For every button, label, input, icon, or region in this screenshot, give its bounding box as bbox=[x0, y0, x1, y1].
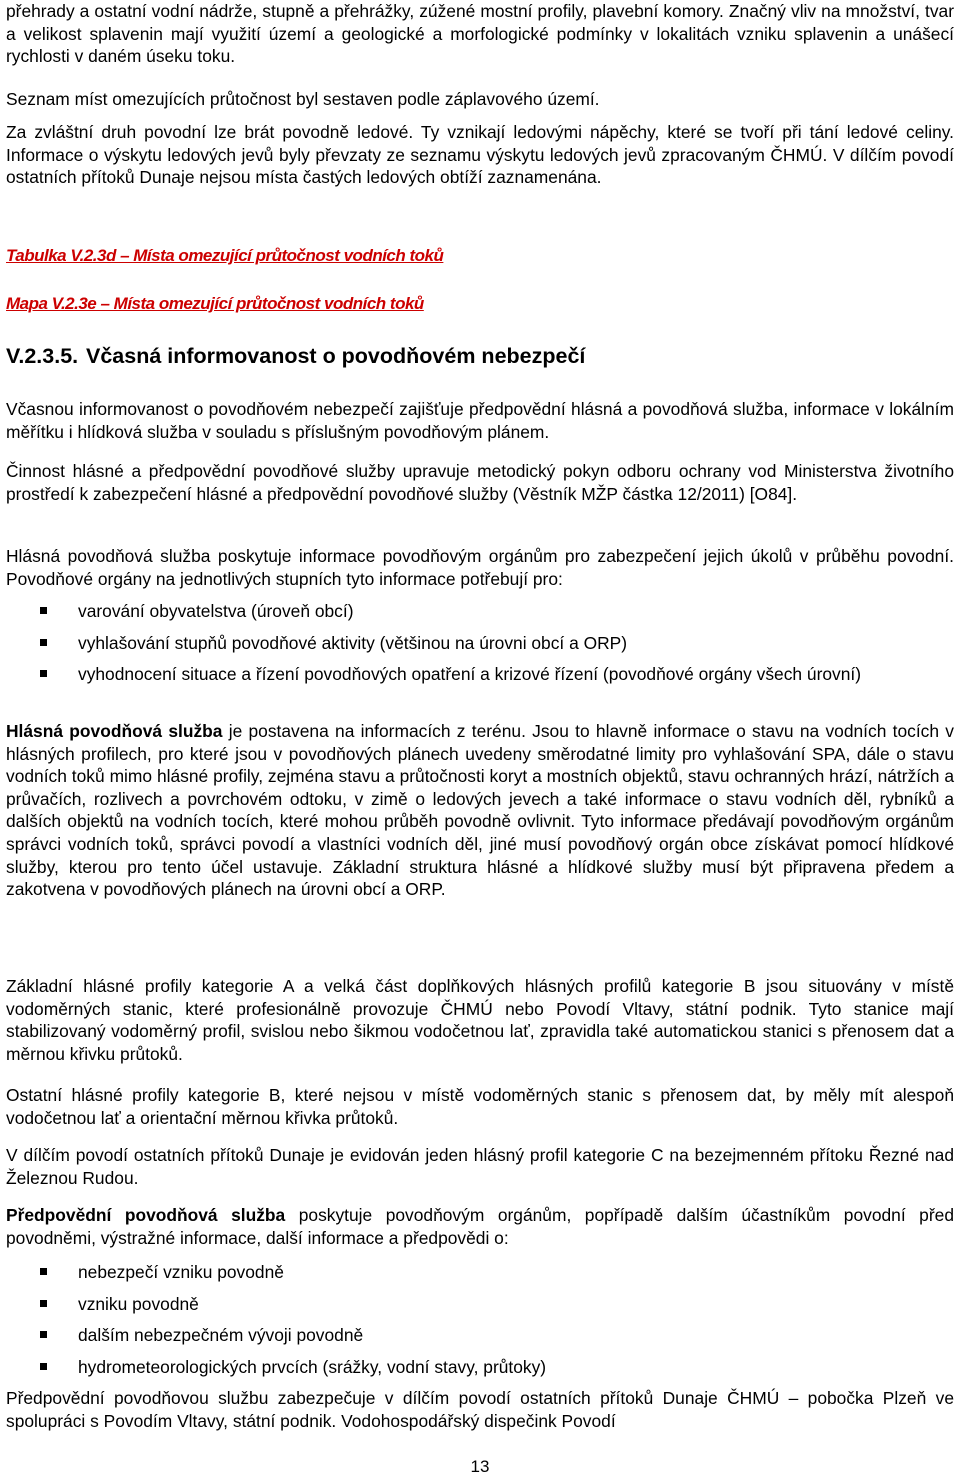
paragraph-ice-floods: Za zvláštní druh povodní lze brát povodně ledové. Ty vznikají ledovými nápěchy, které se tvoří při tání ledové celiny. Informace o výskytu ledových jevů byly převzaty ze seznamu výskytu ledových jevů zpracovaným ČHMÚ. V dílčím povodí ostatních přítoků Dunaje nejsou místa častých ledových obtíží zaznamenána. bbox=[6, 122, 954, 188]
list-item-text: varování obyvatelstva (úroveň obcí) bbox=[78, 601, 354, 621]
list-item-text: vyhodnocení situace a řízení povodňových opatření a krizové řízení (povodňové orgány všech úrovní) bbox=[78, 664, 862, 685]
list-item bbox=[6, 1356, 954, 1379]
list-item bbox=[6, 1324, 954, 1347]
bold-term: Hlásná povodňová služba bbox=[6, 721, 223, 741]
page-number: 13 bbox=[470, 1457, 490, 1476]
paragraph-list-source: Seznam míst omezujících průtočnost byl sestaven podle záplavového území. bbox=[6, 89, 600, 109]
section-number: V.2.3.5. bbox=[6, 344, 79, 368]
map-link-row bbox=[6, 294, 424, 314]
list-item-text: hydrometeorologických prvcích (srážky, vodní stavy, průtoky) bbox=[78, 1356, 547, 1377]
list-item-text: dalším nebezpečném vývoji povodně bbox=[78, 1325, 364, 1346]
square-bullet-icon bbox=[40, 1268, 47, 1275]
list-item bbox=[6, 663, 954, 686]
list-item-text: nebezpečí vzniku povodně bbox=[78, 1262, 284, 1282]
map-link[interactable]: Mapa V.2.3e – Místa omezující průtočnost vodních toků bbox=[6, 294, 424, 313]
paragraph-forecast-service bbox=[6, 1204, 954, 1249]
bullet-list-forecasts bbox=[6, 1261, 954, 1387]
paragraph-hlasna-sluzba bbox=[6, 720, 954, 901]
square-bullet-icon bbox=[40, 1363, 47, 1370]
list-item bbox=[6, 632, 954, 655]
section-heading bbox=[6, 342, 585, 370]
bold-term: Předpovědní povodňová služba bbox=[6, 1205, 286, 1225]
square-bullet-icon bbox=[40, 670, 47, 677]
square-bullet-icon bbox=[40, 1300, 47, 1307]
paragraph-regulation: Činnost hlásné a předpovědní povodňové služby upravuje metodický pokyn odboru ochrany vod Ministerstva životního prostředí k zabezpečení hlásné a předpovědní povodňové služby (Věstník MŽP částka 12/2011) [O84]. bbox=[6, 461, 954, 504]
paragraph-warning-service: Hlásná povodňová služba poskytuje informace povodňovým orgánům pro zabezpečení jejich úkolů v průběhu povodní. Povodňové orgány na jednotlivých stupních tyto informace potřebují pro: bbox=[6, 546, 954, 589]
paragraph-text: poskytuje povodňovým orgánům, popřípadě dalším účastníkům povodní před povodněmi, výstražné informace, další informace a předpovědi o: bbox=[6, 1205, 954, 1248]
paragraph-forecast-provider: Předpovědní povodňovou službu zabezpečuje v dílčím povodí ostatních přítoků Dunaje ČHMÚ – pobočka Plzeň ve spolupráci s Povodím Vltavy, státní podnik. Vodohospodářský dispečink Povodí bbox=[6, 1388, 954, 1431]
square-bullet-icon bbox=[40, 607, 47, 614]
list-item bbox=[6, 1261, 954, 1284]
paragraph-profiles-b: Ostatní hlásné profily kategorie B, které nejsou v místě vodoměrných stanic s přenosem dat, by měly mít alespoň vodočetnou lať a orientační měrnou křivka průtoků. bbox=[6, 1085, 954, 1128]
paragraph-profiles-a: Základní hlásné profily kategorie A a velká část doplňkových hlásných profilů kategorie B jsou situovány v místě vodoměrných stanic, které profesionálně provozuje ČHMÚ nebo Povodí Vltavy, státní podnik. Tyto stanice mají stabilizovaný vodoměrný profil, svislou nebo šikmou vodočetnou lať, zpravidla také automatickou stanici s přenosem dat a měrnou křivku průtoků. bbox=[6, 976, 954, 1064]
list-item bbox=[6, 600, 954, 623]
paragraph-profiles-c: V dílčím povodí ostatních přítoků Dunaje je evidován jeden hlásný profil kategorie C na bezejmenném přítoku Řezné nad Železnou Rudou. bbox=[6, 1145, 954, 1188]
bullet-list-purposes bbox=[6, 600, 954, 695]
paragraph-sediments: přehrady a ostatní vodní nádrže, stupně a přehrážky, zúžené mostní profily, plavební komory. Značný vliv na množství, tvar a velikost splavenin mají využití území a geologické a morfologické podmínky v lokalitách vzniku splavenin a unášecí rychlosti v daném úseku toku. bbox=[6, 1, 954, 67]
paragraph-text: je postavena na informacích z terénu. Jsou to hlavně informace o stavu na vodních tocích v hlásných profilech, pro které jsou v povodňových plánech uvedeny směrodatné limity pro vyhlašování SPA, dále o stavu vodních toků mimo hlásné profily, zejména stavu a průtočnosti koryt a mostních objektů, stavu ochranných hrází, nátržích a průvačích, rozlivech a povrchovém odtoku, v zimě o ledových jevech a také informace o stavu vodních děl, rybníků a dalších objektů na vodních tocích, které mohou průběh povodně ovlivnit. Tyto informace předávají povodňovým orgánům správci vodních toků, správci povodí a vlastníci vodních děl, jiné musí povodňový orgán obce získávat pomocí hlídkové služby, kterou pro tento účel ustavuje. Základní struktura hlásné a hlídkové služby musí být připravena předem a zakotvena v povodňových plánech na úrovni obcí a ORP. bbox=[6, 721, 954, 900]
section-title: Včasná informovanost o povodňovém nebezpečí bbox=[86, 344, 586, 368]
list-item-text: vyhlašování stupňů povodňové aktivity (většinou na úrovni obcí a ORP) bbox=[78, 632, 628, 653]
square-bullet-icon bbox=[40, 639, 47, 646]
list-item bbox=[6, 1293, 954, 1316]
table-link[interactable]: Tabulka V.2.3d – Místa omezující průtočnost vodních toků bbox=[6, 246, 444, 265]
square-bullet-icon bbox=[40, 1331, 47, 1338]
paragraph-information: Včasnou informovanost o povodňovém nebezpečí zajišťuje předpovědní hlásná a povodňová služba, informace v lokálním měřítku i hlídková služba v souladu s příslušným povodňovým plánem. bbox=[6, 399, 954, 442]
table-link-row bbox=[6, 246, 443, 266]
list-item-text: vzniku povodně bbox=[78, 1293, 199, 1314]
